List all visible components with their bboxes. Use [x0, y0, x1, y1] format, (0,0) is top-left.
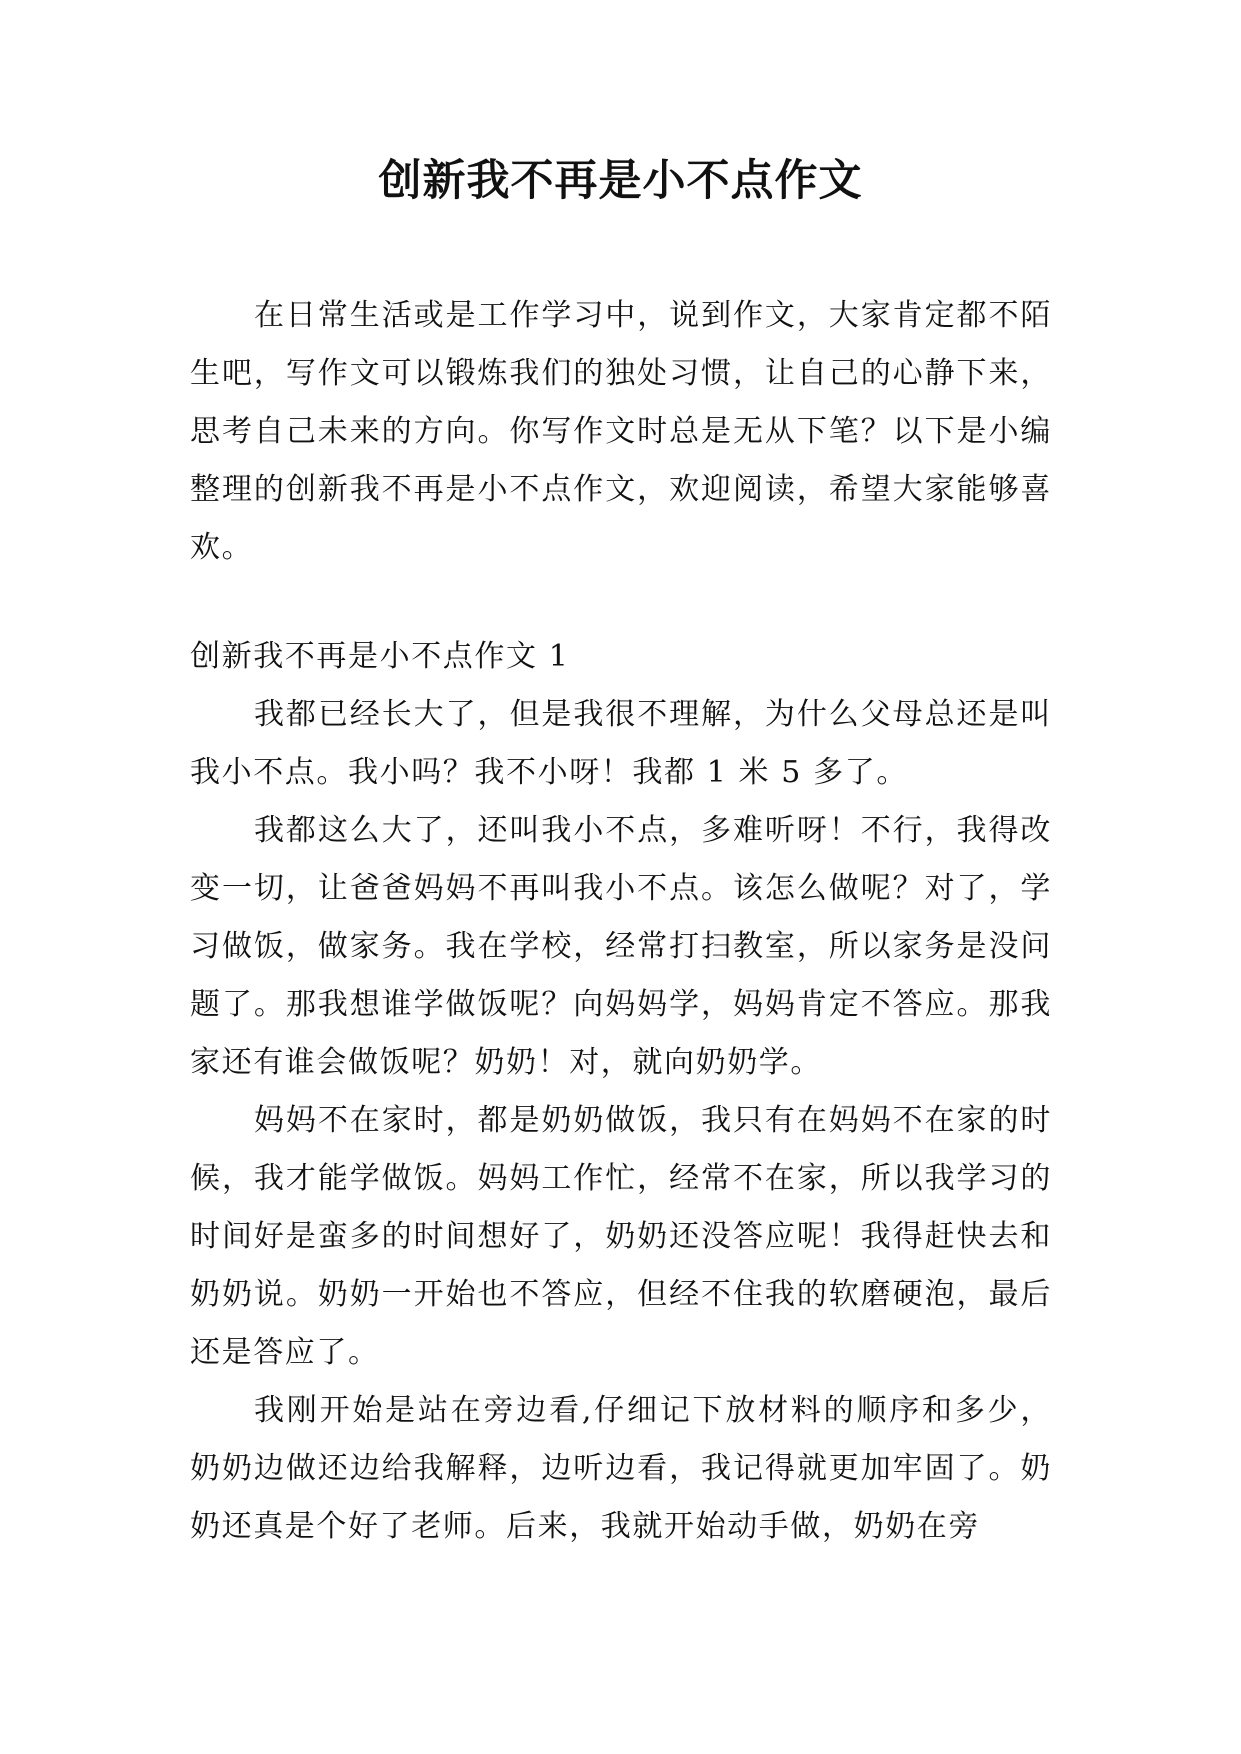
intro-paragraph: 在日常生活或是工作学习中，说到作文，大家肯定都不陌生吧，写作文可以锻炼我们的独处习惯，让自己的心静下来，思考自己未来的方向。你写作文时总是无从下笔？以下是小编整理的创新我不再是小不点作文，欢迎阅读，希望大家能够喜欢。: [190, 298, 1052, 565]
essay-paragraph: 我刚开始是站在旁边看,仔细记下放材料的顺序和多少，奶奶边做还边给我解释，边听边看，我记得就更加牢固了。奶奶还真是个好了老师。后来，我就开始动手做，奶奶在旁: [190, 1393, 1052, 1544]
intro-block: [190, 287, 1052, 577]
essay-paragraph: 妈妈不在家时，都是奶奶做饭，我只有在妈妈不在家的时候，我才能学做饭。妈妈工作忙，经常不在家，所以我学习的时间好是蛮多的时间想好了，奶奶还没答应呢！我得赶快去和奶奶说。奶奶一开始也不答应，但经不住我的软磨硬泡，最后还是答应了。: [190, 1103, 1052, 1370]
essay-section: [190, 628, 1052, 1556]
essay-paragraph: 我都已经长大了，但是我很不理解，为什么父母总还是叫我小不点。我小吗？我不小呀！我都 1 米 5 多了。: [190, 697, 1052, 790]
document-title: 创新我不再是小不点作文: [378, 156, 863, 206]
essay-paragraph: 我都这么大了，还叫我小不点，多难听呀！不行，我得改变一切，让爸爸妈妈不再叫我小不点。该怎么做呢？对了，学习做饭，做家务。我在学校，经常打扫教室，所以家务是没问题了。那我想谁学做饭呢？向妈妈学，妈妈肯定不答应。那我家还有谁会做饭呢？奶奶！对，就向奶奶学。: [190, 813, 1052, 1080]
section-heading: 创新我不再是小不点作文 1: [190, 639, 570, 674]
